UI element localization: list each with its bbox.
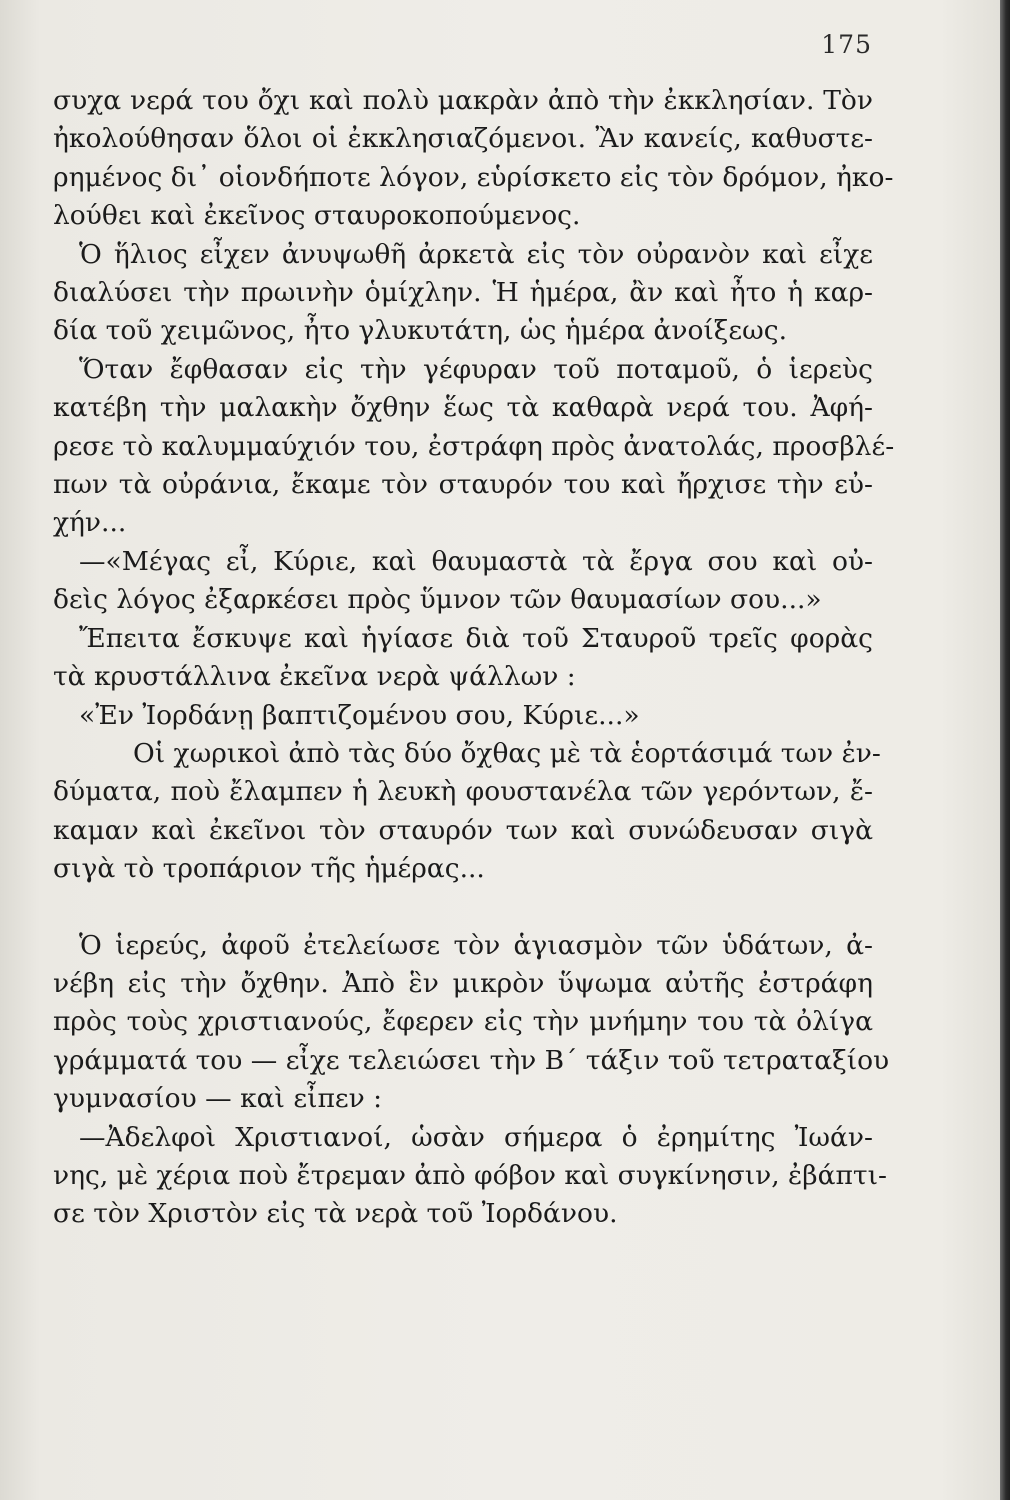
text-line: δεὶς λόγος ἐξαρκέσει πρὸς ὕμνον τῶν θαυμασίων σου...»	[53, 584, 822, 616]
page-number: 175	[821, 30, 872, 59]
text-line: γυμνασίου — καὶ εἶπεν :	[53, 1083, 383, 1115]
text-line: τὰ κρυστάλλινα ἐκεῖνα νερὰ ψάλλων :	[53, 661, 576, 693]
text-line: κατέβη τὴν μαλακὴν ὄχθην ἕως τὰ καθαρὰ νερά του. Ἀφή-	[53, 392, 873, 424]
text-line: διαλύσει τὴν πρωινὴν ὁμίχλην. Ἡ ἡμέρα, ἂν καὶ ἦτο ἡ καρ-	[53, 277, 873, 309]
text-line: Ἔπειτα ἔσκυψε καὶ ἡγίασε διὰ τοῦ Σταυροῦ τρεῖς φορὰς	[79, 622, 873, 654]
text-line: δία τοῦ χειμῶνος, ἦτο γλυκυτάτη, ὡς ἡμέρα ἀνοίξεως.	[53, 315, 787, 347]
text-line: λούθει καὶ ἐκεῖνος σταυροκοπούμενος.	[53, 200, 581, 232]
text-line: «Ἐν Ἰορδάνῃ βαπτιζομένου σου, Κύριε...»	[79, 699, 640, 731]
text-line: Ὅταν ἔφθασαν εἰς τὴν γέφυραν τοῦ ποταμοῦ, ὁ ἱερεὺς	[79, 353, 873, 385]
text-line: Οἱ χωρικοὶ ἀπὸ τὰς δύο ὄχθας μὲ τὰ ἑορτάσιμά των ἐν-	[133, 737, 881, 769]
text-line: νης, μὲ χέρια ποὺ ἔτρεμαν ἀπὸ φόβον καὶ συγκίνησιν, ἐβάπτι-	[53, 1159, 887, 1191]
text-line: ρημένος δι᾽ οἱονδήποτε λόγον, εὑρίσκετο εἰς τὸν δρόμον, ἠκο-	[53, 161, 894, 193]
text-line: δύματα, ποὺ ἔλαμπεν ἡ λευκὴ φουστανέλα τῶν γερόντων, ἔ-	[53, 776, 873, 808]
text-line: πων τὰ οὐράνια, ἔκαμε τὸν σταυρόν του καὶ ἤρχισε τὴν εὐ-	[53, 469, 873, 501]
text-line: σε τὸν Χριστὸν εἰς τὰ νερὰ τοῦ Ἰορδάνου.	[53, 1198, 618, 1230]
text-line: σιγὰ τὸ τροπάριον τῆς ἡμέρας...	[53, 853, 485, 885]
text-line: πρὸς τοὺς χριστιανούς, ἔφερεν εἰς τὴν μνήμην του τὰ ὀλίγα	[53, 1006, 873, 1038]
text-line: νέβη εἰς τὴν ὄχθην. Ἀπὸ ἓν μικρὸν ὕψωμα αὐτῆς ἐστράφη	[53, 967, 873, 999]
text-line: —Ἀδελφοὶ Χριστιανοί, ὡσὰν σήμερα ὁ ἐρημίτης Ἰωάν-	[79, 1121, 873, 1153]
text-line: καμαν καὶ ἐκεῖνοι τὸν σταυρόν των καὶ συνώδευσαν σιγὰ	[53, 814, 873, 846]
text-line: ἠκολούθησαν ὅλοι οἱ ἐκκλησιαζόμενοι. Ἂν κανείς, καθυστε-	[53, 123, 873, 155]
page-edge-shadow	[1000, 0, 1010, 1500]
text-line: Ὁ ἱερεύς, ἀφοῦ ἐτελείωσε τὸν ἁγιασμὸν τῶν ὑδάτων, ἀ-	[79, 929, 873, 961]
text-line: Ὁ ἥλιος εἶχεν ἀνυψωθῆ ἀρκετὰ εἰς τὸν οὐρανὸν καὶ εἶχε	[79, 238, 873, 270]
text-line: ρεσε τὸ καλυμμαύχιόν του, ἐστράφη πρὸς ἀνατολάς, προσβλέ-	[53, 430, 895, 462]
text-line: γράμματά του — εἶχε τελειώσει τὴν Β΄ τάξιν τοῦ τετραταξίου	[53, 1044, 890, 1076]
text-line: χήν...	[53, 507, 127, 539]
paragraph-gap	[53, 889, 873, 927]
text-line: συχα νερά του ὄχι καὶ πολὺ μακρὰν ἀπὸ τὴν ἐκκλησίαν. Τὸν	[53, 85, 873, 116]
text-line: —«Μέγας εἶ, Κύριε, καὶ θαυμαστὰ τὰ ἔργα σου καὶ οὐ-	[79, 545, 873, 577]
body-text	[53, 82, 895, 1234]
